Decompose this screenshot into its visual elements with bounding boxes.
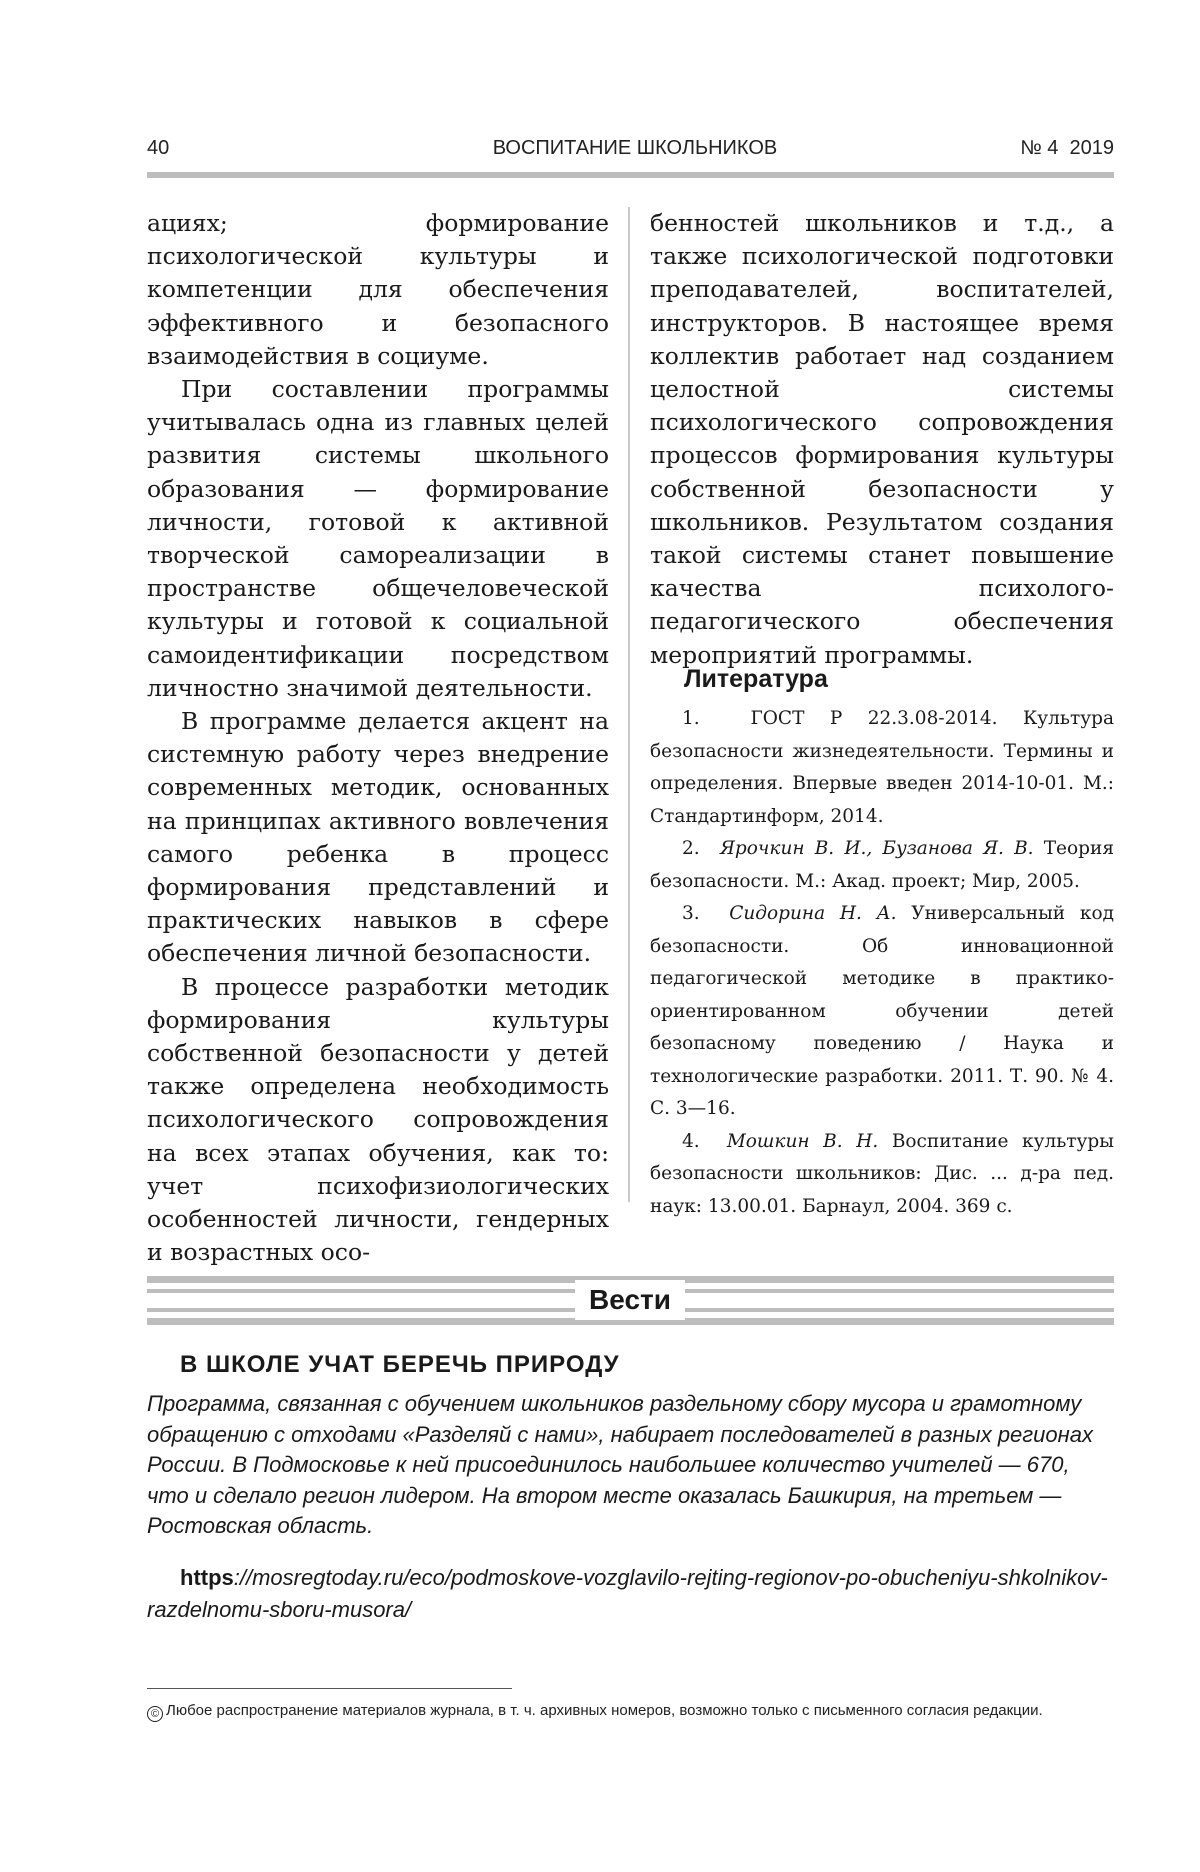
reference-authors: Сидорина Н. А. [729,903,897,924]
footer-copyright-notice [147,1702,1043,1722]
news-title: В ШКОЛЕ УЧАТ БЕРЕЧЬ ПРИРОДУ [180,1351,620,1378]
literature-heading: Литература [684,665,828,693]
news-source-url-line2[interactable]: razdelnomu-sboru-musora/ [147,1597,412,1622]
reference-text: ГОСТ Р 22.3.08-2014. Культура безопасности жизнедеятельности. Термины и определения. Впервые введен 2014-10-01. М.: Стандартинформ, 2014. [650,708,1114,827]
reference-item-3 [650,898,1114,1126]
footer-notice-text: Любое распространение материалов журнала, в т. ч. архивных номеров, возможно только с письменного согласия редакции. [166,1702,1043,1719]
left-paragraph-4: В процессе разработки методик формирования культуры собственной безопасности у детей также определена необходимость психологического сопровождения на всех этапах обучения, как то: учет психофизиологических особенностей личности, гендерных и возрастных осо- [147,972,609,1267]
reference-item-4 [650,1126,1114,1224]
news-source-link-continued[interactable] [147,1594,411,1626]
journal-title: ВОСПИТАНИЕ ШКОЛЬНИКОВ [492,137,778,159]
news-source-protocol[interactable]: https [180,1565,234,1590]
news-source-url-line1[interactable]: ://mosregtoday.ru/eco/podmoskove-vozglavilo-rejting-regionov-po-obucheniyu-shkolnikov- [233,1565,1108,1590]
reference-item-2 [650,833,1114,898]
news-source-link[interactable] [180,1562,1120,1594]
column-divider [628,207,630,1202]
reference-number: 1. [682,708,700,729]
reference-text: Теория безопасности. М.: Акад. проект; Мир, 2005. [650,838,1114,892]
left-paragraph-2: При составлении программы учитывалась одна из главных целей развития системы школьного образования — формирование личности, готовой к активной творческой самореализации в пространстве общечеловеческой культуры и готовой к социальной самоидентификации посредством личностно значимой деятельности. [147,375,609,702]
left-paragraph-1: ациях; формирование психологической культуры и компетенции для обеспечения эффективного и безопасного взаимодействия в социуме. [147,209,609,370]
reference-number: 3. [682,903,700,924]
reference-authors: Мошкин В. Н. [726,1130,879,1152]
header-rule [147,172,1114,178]
reference-authors: Ярочкин В. И., Бузанова Я. В. [719,838,1034,859]
news-lead: Программа, связанная с обучением школьников раздельному сбору мусора и грамотному обращению с отходами «Разделяй с нами», набирает последователей в разных регионах России. В Подмосковье к ней присоединилось наибольшее количество учителей — 670, что и сделало регион лидером. На втором месте оказалась Башкирия, на третьем — Ростовская область. [147,1391,1093,1538]
reference-text: Воспитание культуры безопасности школьников: Дис. ... д-ра пед. наук: 13.00.01. Барнаул, 2004. 369 с. [650,1130,1114,1217]
left-column [147,207,609,1270]
reference-item-1 [650,703,1114,833]
reference-number: 4. [682,1130,700,1152]
page-number: 40 [147,137,170,159]
right-paragraph: бенностей школьников и т.д., а также психологической подготовки преподавателей, воспитателей, инструкторов. В настоящее время коллектив работает над созданием целостной системы психологического сопровождения процессов формирования культуры собственной безопасности у школьников. Результатом создания такой системы станет повышение качества психолого-педагогического обеспечения мероприятий программы. [650,209,1114,669]
left-paragraph-3: В программе делается акцент на системную работу через внедрение современных методик, основанных на принципах активного вовлечения самого ребенка в процесс формирования представлений и практических навыков в сфере обеспечения личной безопасности. [147,707,609,968]
reference-number: 2. [682,838,700,859]
footer-rule [147,1688,512,1689]
issue-number: № 4 2019 [1020,137,1114,159]
reference-text: Универсальный код безопасности. Об инновационной педагогической методике в практико-ориентированном обучении детей безопасному поведению / Наука и технологические разработки. 2011. Т. 90. № 4. С. 3—16. [650,903,1114,1119]
references-list [650,703,1114,1223]
right-column [650,207,1114,672]
copyright-icon: © [147,1706,163,1722]
news-section-label: Вести [575,1280,685,1320]
